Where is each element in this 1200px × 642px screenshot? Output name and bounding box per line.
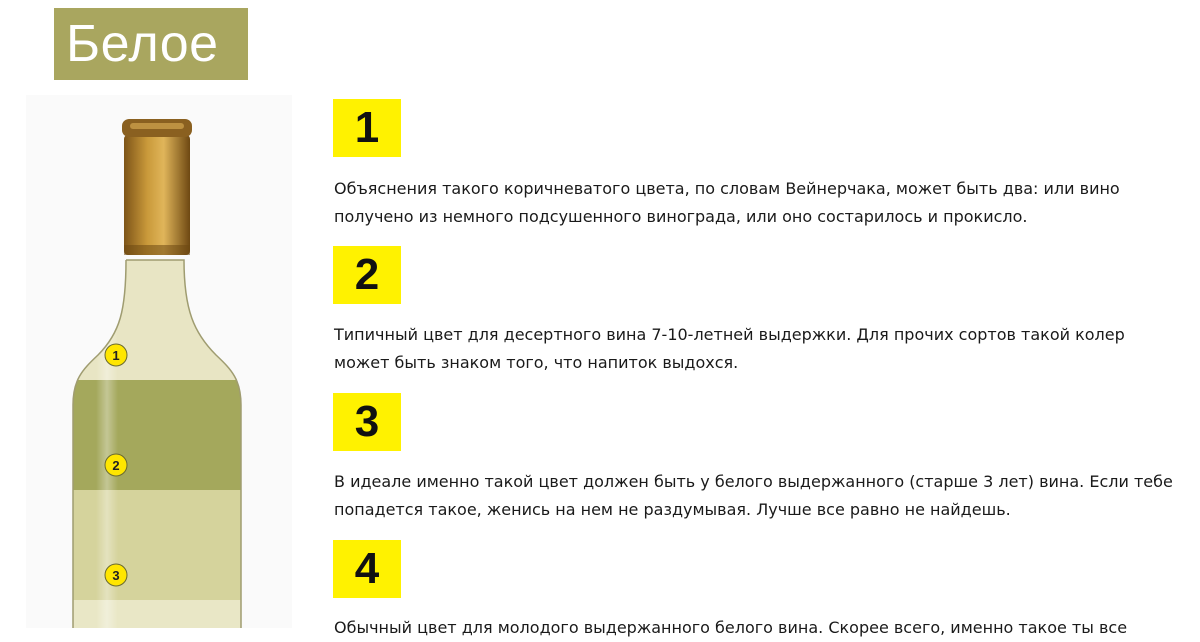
marker-1-icon xyxy=(105,344,127,366)
bottle-icon xyxy=(26,95,292,628)
wine-bottle-illustration xyxy=(26,95,292,628)
step-number-4: 4 xyxy=(333,540,401,598)
page-title: Белое xyxy=(54,8,248,80)
step-number-1: 1 xyxy=(333,99,401,157)
step-description-3: В идеале именно такой цвет должен быть у белого выдержанного (старше 3 лет) вина. Если тебе попадется такое, женись на нем не раздумывая. Лучше все равно не найдешь. xyxy=(334,472,1173,519)
marker-2-icon xyxy=(105,454,127,476)
step-number-3: 3 xyxy=(333,393,401,451)
bottle-liquid xyxy=(26,250,292,628)
svg-text:2: 2 xyxy=(112,458,120,473)
marker-3-icon xyxy=(105,564,127,586)
step-number-2: 2 xyxy=(333,246,401,304)
svg-text:3: 3 xyxy=(112,568,120,583)
step-description-1: Объяснения такого коричневатого цвета, по словам Вейнерчака, может быть два: или вино получено из немного подсушенного винограда, или оно состарилось и прокисло. xyxy=(334,179,1120,226)
step-description-4: Обычный цвет для молодого выдержанного белого вина. Скорее всего, именно такое ты все xyxy=(334,618,1128,637)
svg-text:1: 1 xyxy=(112,348,120,363)
step-description-2: Типичный цвет для десертного вина 7-10-летней выдержки. Для прочих сортов такой колер может быть знаком того, что напиток выдохся. xyxy=(334,325,1125,372)
